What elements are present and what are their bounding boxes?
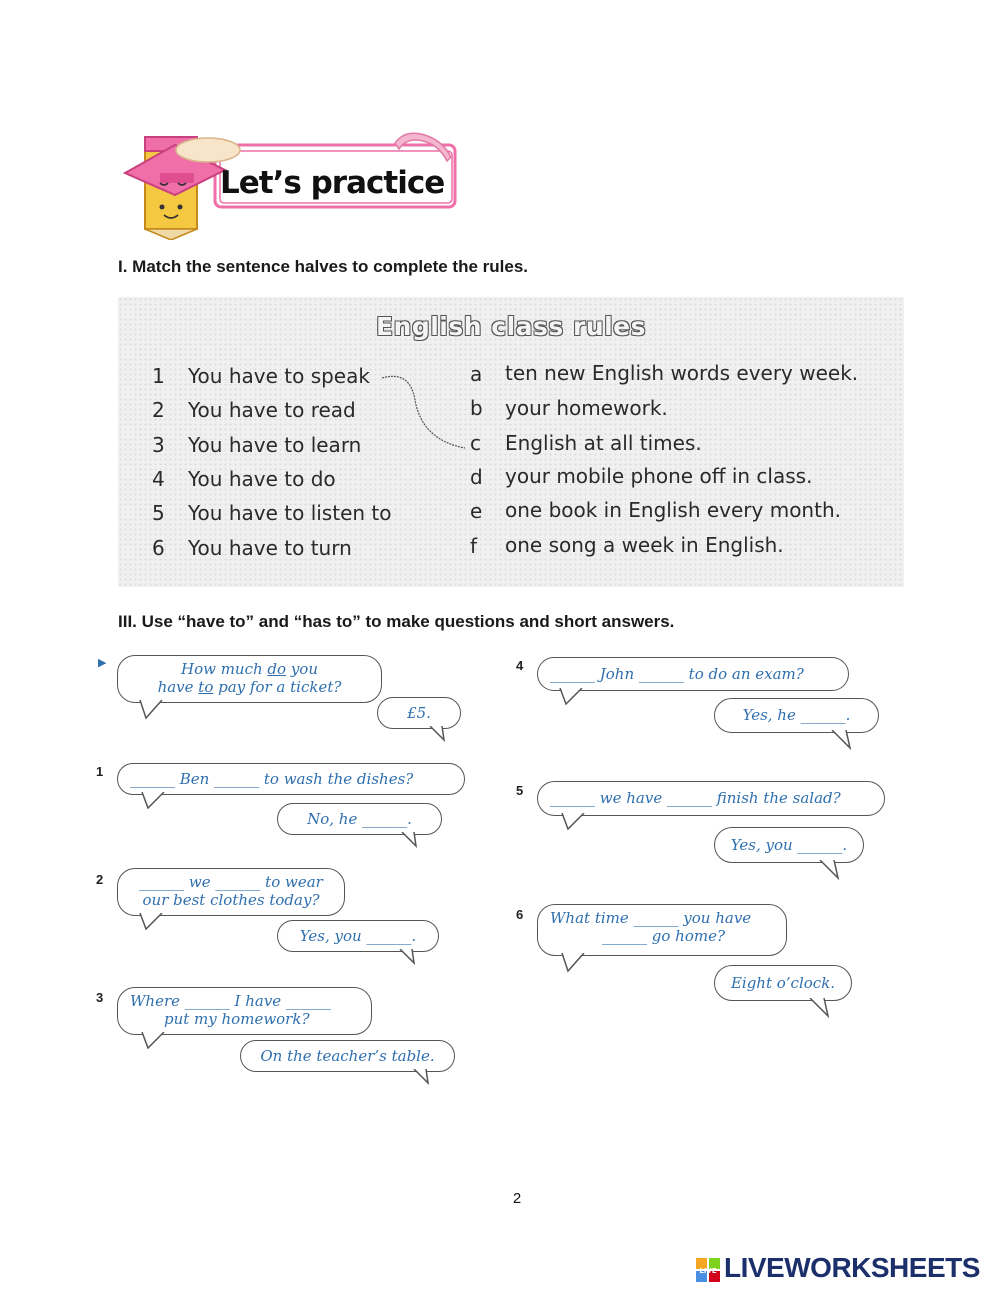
rule-start: You have to turn <box>188 536 352 560</box>
bubble-tail <box>560 953 590 973</box>
question-line: ______ go home? <box>602 927 726 945</box>
rule-letter: c <box>470 431 481 455</box>
bubble-tail <box>808 998 834 1018</box>
answer-bubble[interactable]: No, he ______. <box>277 803 442 835</box>
section-1-instruction: I. Match the sentence halves to complete the rules. <box>118 257 529 276</box>
example-question-bubble <box>117 655 382 703</box>
rule-number: 1 <box>152 364 165 388</box>
bubble-tail <box>412 1069 436 1085</box>
answer-bubble: On the teacher’s table. <box>240 1040 455 1072</box>
question-bubble[interactable] <box>117 868 345 916</box>
bubble-tail <box>428 726 452 742</box>
bubble-tail <box>138 913 168 931</box>
rule-ending: ten new English words every week. <box>505 361 859 385</box>
rule-letter: f <box>470 534 478 558</box>
rule-number: 4 <box>152 467 165 491</box>
rule-number: 2 <box>152 398 165 422</box>
question-bubble[interactable] <box>537 904 787 956</box>
question-bubble[interactable]: ______ John ______ to do an exam? <box>537 657 849 691</box>
rule-start: You have to learn <box>188 433 362 457</box>
rule-ending: English at all times. <box>505 431 702 455</box>
bubble-tail <box>558 688 588 706</box>
rule-letter: b <box>470 396 483 420</box>
example-q-filled: do <box>267 660 287 678</box>
bubble-tail <box>138 700 168 720</box>
question-number: 4 <box>516 658 524 673</box>
bubble-tail <box>140 792 170 810</box>
rule-ending: your homework. <box>505 396 668 420</box>
question-line: ______ we ______ to wear <box>139 873 323 891</box>
question-bubble[interactable]: ______ Ben ______ to wash the dishes? <box>117 763 465 795</box>
question-number: 2 <box>96 872 104 887</box>
example-q-text: How much <box>180 660 268 678</box>
rule-start: You have to read <box>188 398 356 422</box>
rule-ending: your mobile phone off in class. <box>505 464 813 488</box>
rule-start: You have to speak <box>188 364 370 388</box>
rule-letter: a <box>470 362 483 386</box>
bubble-tail <box>830 730 856 750</box>
bubble-tail <box>818 860 844 880</box>
example-match-line <box>380 370 480 460</box>
rule-letter: e <box>470 499 483 523</box>
question-bubble[interactable]: ______ we have ______ finish the salad? <box>537 781 885 816</box>
question-line: Where ______ I have ______ <box>130 992 331 1010</box>
example-answer-bubble: £5. <box>377 697 461 729</box>
bubble-tail <box>398 949 422 965</box>
page-title: Let’s practice <box>220 165 445 201</box>
rule-start: You have to listen to <box>188 501 392 525</box>
question-line: put my homework? <box>164 1010 310 1028</box>
example-q-text: pay for a ticket? <box>213 678 342 696</box>
logo-mark-text: LIVE <box>699 1267 717 1275</box>
rule-number: 6 <box>152 536 165 560</box>
bubble-tail <box>560 813 590 831</box>
rule-number: 3 <box>152 433 165 457</box>
example-q-filled: to <box>198 678 214 696</box>
answer-bubble[interactable]: Yes, you ______. <box>714 827 864 863</box>
answer-bubble[interactable]: Yes, you ______. <box>277 920 439 952</box>
answer-bubble: Eight o’clock. <box>714 965 852 1001</box>
liveworksheets-logo-icon <box>696 1258 720 1282</box>
example-q-text: have <box>157 678 199 696</box>
rule-ending: one song a week in English. <box>505 533 784 557</box>
rule-letter: d <box>470 465 483 489</box>
rule-start: You have to do <box>188 467 336 491</box>
answer-bubble[interactable]: Yes, he ______. <box>714 698 879 733</box>
example-arrow-icon: ▶ <box>98 657 107 669</box>
rules-box-title: English class rules <box>375 312 647 341</box>
rule-ending: one book in English every month. <box>505 498 841 522</box>
question-line: our best clothes today? <box>142 891 320 909</box>
question-number: 6 <box>516 907 524 922</box>
page-number: 2 <box>512 1190 522 1207</box>
question-line: What time ______ you have <box>550 909 752 927</box>
liveworksheets-logo-text: LIVEWORKSHEETS <box>724 1252 980 1283</box>
question-bubble[interactable] <box>117 987 372 1035</box>
bubble-tail <box>400 832 424 848</box>
rule-number: 5 <box>152 501 165 525</box>
question-number: 5 <box>516 783 524 798</box>
example-q-text: you <box>286 660 318 678</box>
section-3-instruction: III. Use “have to” and “has to” to make questions and short answers. <box>118 612 675 631</box>
bubble-tail <box>140 1032 170 1050</box>
question-number: 3 <box>96 990 104 1005</box>
question-number: 1 <box>96 764 104 779</box>
